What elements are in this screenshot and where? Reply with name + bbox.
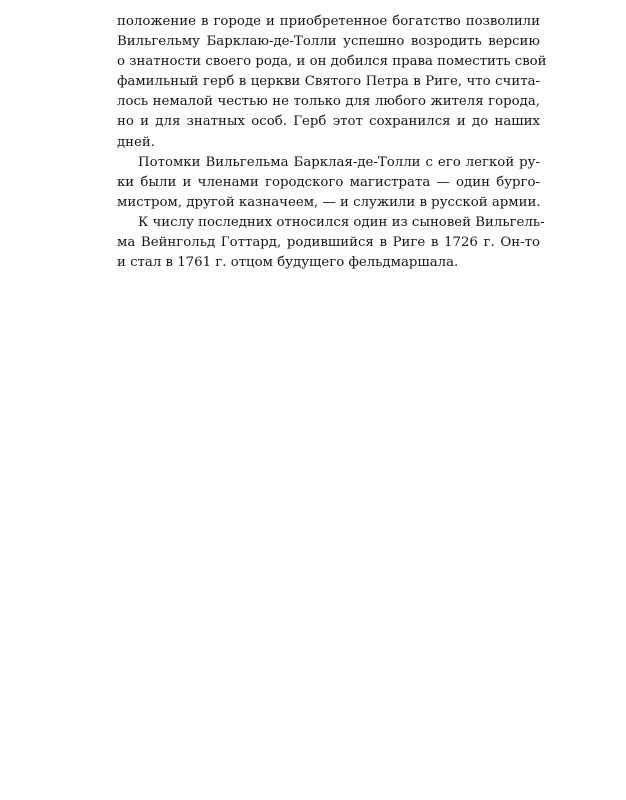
paragraph-1 — [117, 12, 547, 153]
text-line: о знатности своего рода, и он добился права поместить свой — [117, 54, 547, 70]
text-line: ма Вейнгольд Готтард, родившийся в Риге в 1726 г. Он-то — [117, 235, 540, 251]
text-line: лось немалой честью не только для любого жителя города, — [117, 94, 540, 110]
text-line: мистром, другой казначеем, — и служили в русской армии. — [117, 194, 541, 210]
text-line: К числу последних относился один из сыновей Вильгель- — [138, 214, 545, 230]
paragraph-2 — [117, 153, 540, 213]
text-line: Вильгельму Барклаю-де-Толли успешно возродить версию — [117, 34, 540, 50]
text-line: ки были и членами городского магистрата — один бурго- — [117, 174, 540, 190]
text-line: фамильный герб в церкви Святого Петра в Риге, что счита- — [117, 74, 540, 90]
text-line: положение в городе и приобретенное богатство позволили — [117, 14, 540, 29]
body-text — [117, 12, 547, 273]
text-line: но и для знатных особ. Герб этот сохранился и до наших — [117, 114, 540, 130]
text-line: Потомки Вильгельма Барклая-де-Толли с его легкой ру- — [138, 154, 540, 170]
text-line: дней. — [117, 134, 156, 150]
text-line: и стал в 1761 г. отцом будущего фельдмаршала. — [117, 255, 459, 271]
paragraph-3 — [117, 213, 545, 273]
